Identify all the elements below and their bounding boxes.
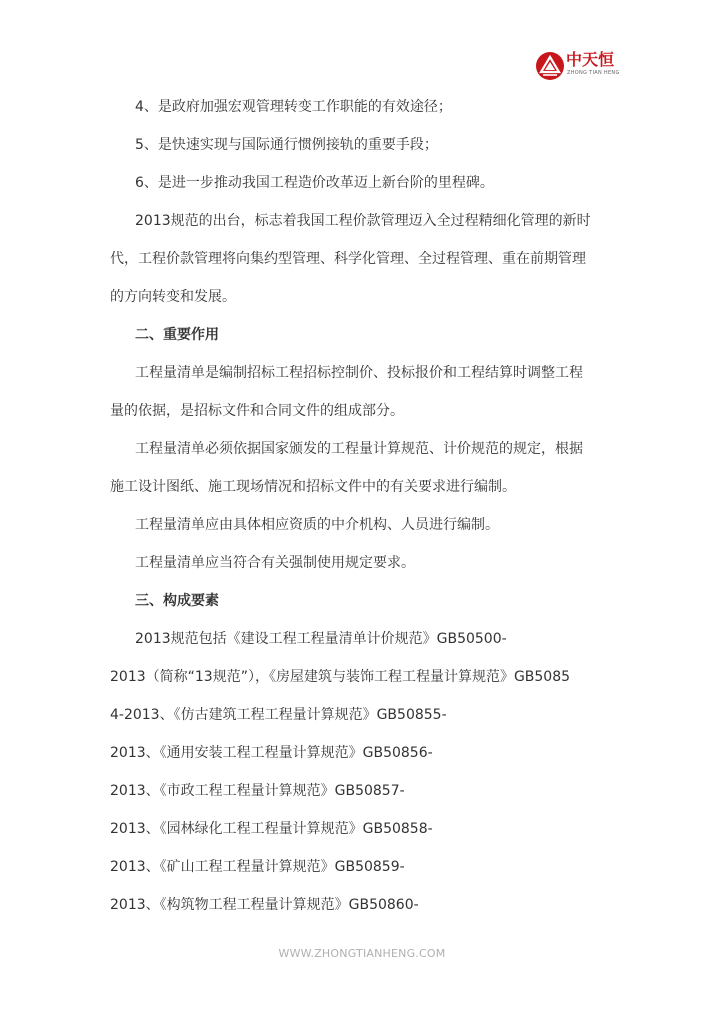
paragraph-line: 量的依据，是招标文件和合同文件的组成部分。 [110, 403, 404, 419]
paragraph-line: 工程量清单应当符合有关强制使用规定要求。 [135, 555, 415, 571]
paragraph-line: 4、是政府加强宏观管理转变工作职能的有效途径； [135, 99, 452, 115]
paragraph-line: 代，工程价款管理将向集约型管理、科学化管理、全过程管理、重在前期管理 [110, 251, 586, 267]
paragraph-line: 4-2013、《仿古建筑工程工程量计算规范》GB50855- [110, 707, 447, 723]
paragraph-line: 2013、《构筑物工程工程量计算规范》GB50860- [110, 897, 419, 913]
paragraph-line: 2013规范包括《建设工程工程量清单计价规范》GB50500- [135, 631, 507, 647]
paragraph-line: 工程量清单应由具体相应资质的中介机构、人员进行编制。 [135, 517, 499, 533]
paragraph-line: 工程量清单是编制招标工程招标控制价、投标报价和工程结算时调整工程 [135, 365, 583, 381]
paragraph-line: 2013、《园林绿化工程工程量计算规范》GB50858- [110, 821, 433, 837]
paragraph-line: 2013、《市政工程工程量计算规范》GB50857- [110, 783, 405, 799]
footer-url: WWW.ZHONGTIANHENG.COM [278, 947, 446, 960]
paragraph-line: 施工设计图纸、施工现场情况和招标文件中的有关要求进行编制。 [110, 479, 516, 495]
brand-logo [535, 50, 625, 84]
paragraph-line: 工程量清单必须依据国家颁发的工程量计算规范、计价规范的规定，根据 [135, 441, 583, 457]
section-heading: 二、重要作用 [135, 327, 219, 343]
paragraph-line: 2013规范的出台，标志着我国工程价款管理迈入全过程精细化管理的新时 [135, 213, 591, 229]
section-heading: 三、构成要素 [135, 593, 219, 609]
logo-text-cn: 中天恒 [566, 50, 615, 69]
paragraph-line: 5、是快速实现与国际通行惯例接轨的重要手段； [135, 137, 438, 153]
paragraph-line: 2013、《通用安装工程工程量计算规范》GB50856- [110, 745, 433, 761]
paragraph-line: 的方向转变和发展。 [110, 289, 236, 305]
paragraph-line: 2013、《矿山工程工程量计算规范》GB50859- [110, 859, 405, 875]
paragraph-line: 6、是进一步推动我国工程造价改革迈上新台阶的里程碑。 [135, 175, 494, 191]
logo-mark-icon [535, 51, 565, 81]
logo-text-en: ZHONG TIAN HENG [567, 70, 620, 76]
paragraph-line: 2013（简称“13规范”），《房屋建筑与装饰工程工程量计算规范》GB5085 [110, 669, 571, 685]
